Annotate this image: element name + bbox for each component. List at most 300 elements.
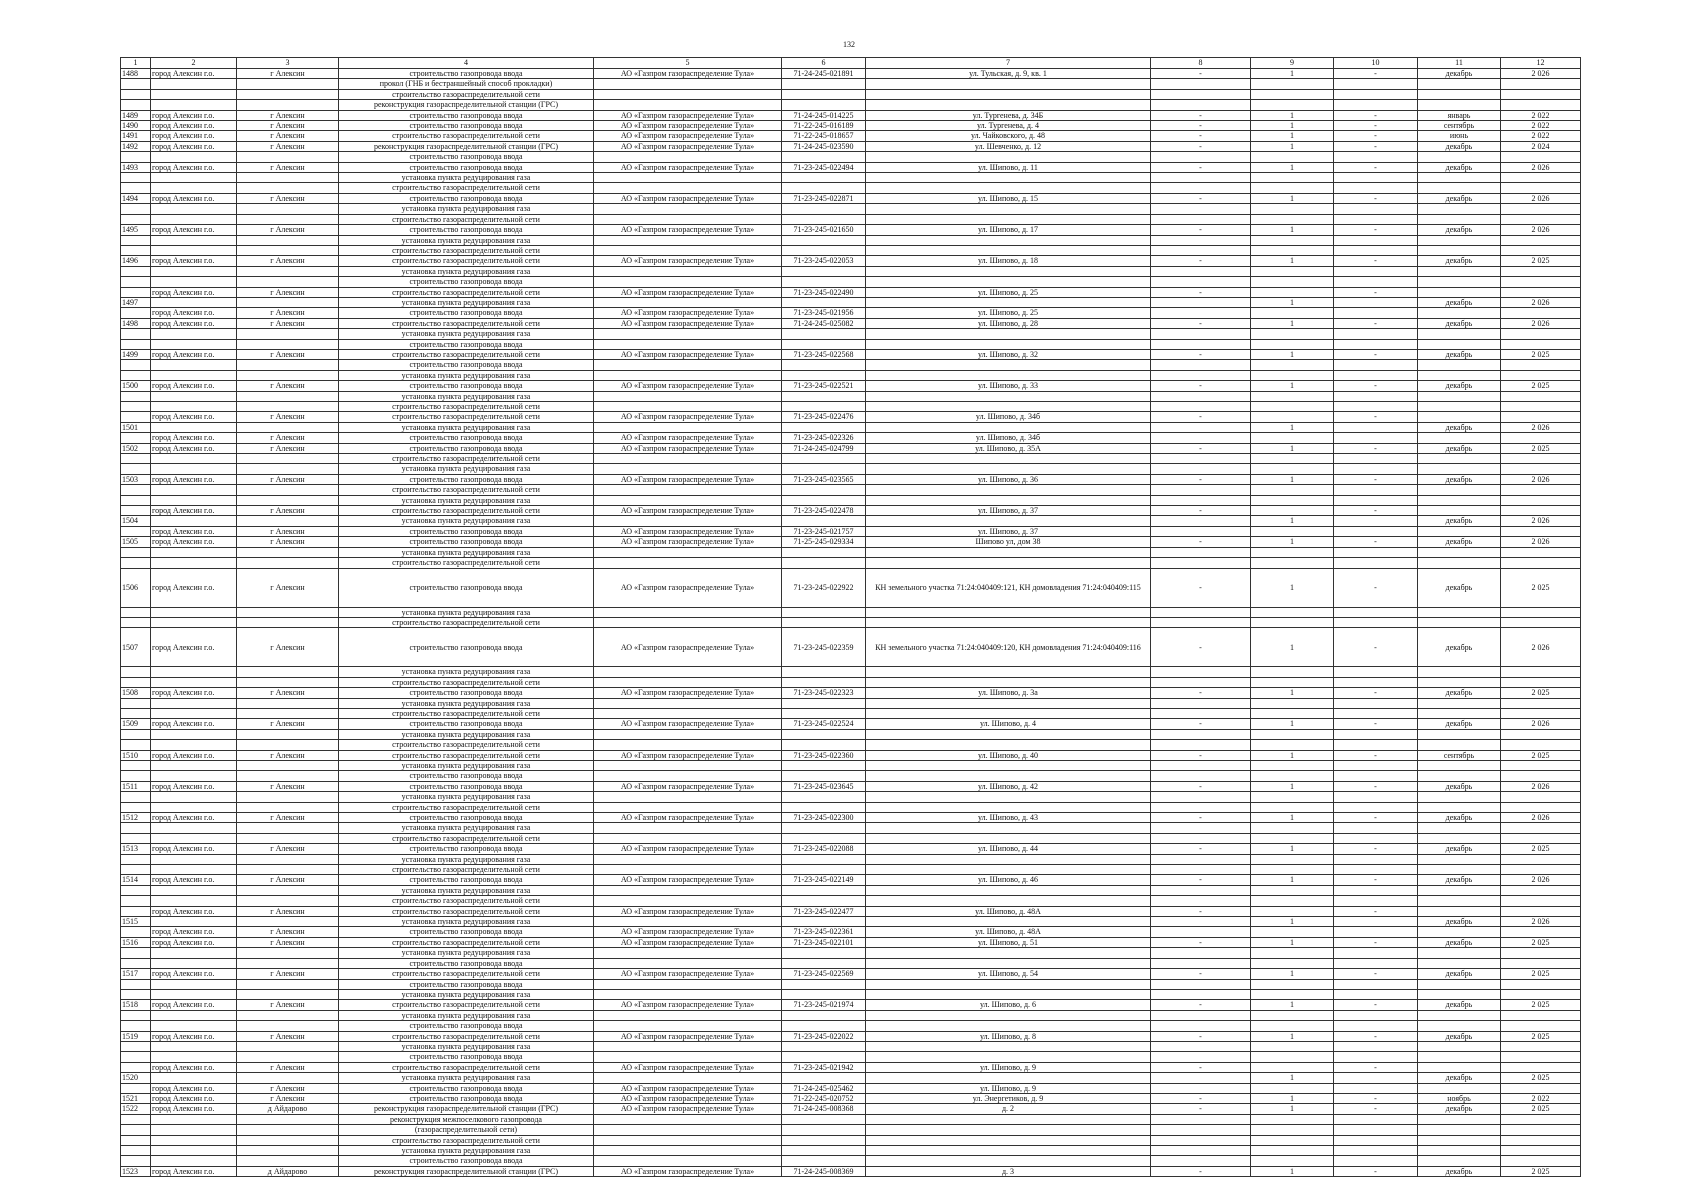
- year-cell: [1501, 245, 1581, 255]
- col-9-value-cell: 1: [1251, 1104, 1334, 1114]
- table-row: [121, 833, 1581, 843]
- col-10-value-cell: [1334, 516, 1418, 526]
- application-number-cell: [782, 152, 866, 162]
- col-10-value-cell: [1334, 173, 1418, 183]
- col-8-value-cell: [1151, 266, 1251, 276]
- table-row: [121, 1125, 1581, 1135]
- month-cell: [1418, 495, 1501, 505]
- municipality-cell: город Алексин г.о.: [151, 287, 237, 297]
- row-number-cell: [121, 464, 151, 474]
- application-number-cell: [782, 1021, 866, 1031]
- work-type-cell: установка пункта редуцирования газа: [339, 464, 594, 474]
- col-10-value-cell: -: [1334, 318, 1418, 328]
- col-9-value-cell: 1: [1251, 917, 1334, 927]
- table-row: [121, 617, 1581, 627]
- year-cell: [1501, 370, 1581, 380]
- settlement-cell: [237, 677, 339, 687]
- year-cell: [1501, 677, 1581, 687]
- address-cell: ул. Шипово, д. 51: [866, 937, 1151, 947]
- table-row: [121, 1146, 1581, 1156]
- work-type-cell: строительство газораспределительной сети: [339, 256, 594, 266]
- settlement-cell: [237, 760, 339, 770]
- municipality-cell: [151, 402, 237, 412]
- application-number-cell: [782, 1125, 866, 1135]
- address-cell: ул. Шипово, д. 37: [866, 526, 1151, 536]
- organization-cell: [594, 708, 782, 718]
- month-cell: [1418, 245, 1501, 255]
- table-row: [121, 360, 1581, 370]
- municipality-cell: город Алексин г.о.: [151, 750, 237, 760]
- gas-network-table: [120, 57, 1581, 1177]
- month-cell: [1418, 1135, 1501, 1145]
- application-number-cell: [782, 214, 866, 224]
- col-9-value-cell: 1: [1251, 1000, 1334, 1010]
- municipality-cell: [151, 454, 237, 464]
- work-type-cell: прокол (ГНБ и бестраншейный способ прокладки): [339, 79, 594, 89]
- work-type-cell: установка пункта редуцирования газа: [339, 391, 594, 401]
- col-10-value-cell: [1334, 277, 1418, 287]
- col-9-value-cell: 1: [1251, 537, 1334, 547]
- application-number-cell: [782, 485, 866, 495]
- organization-cell: [594, 204, 782, 214]
- address-cell: ул. Шипово, д. 6: [866, 1000, 1151, 1010]
- month-cell: [1418, 802, 1501, 812]
- table-row: [121, 906, 1581, 916]
- settlement-cell: г Алексин: [237, 443, 339, 453]
- year-cell: 2 025: [1501, 750, 1581, 760]
- municipality-cell: город Алексин г.о.: [151, 162, 237, 172]
- row-number-cell: [121, 79, 151, 89]
- settlement-cell: [237, 1073, 339, 1083]
- settlement-cell: [237, 802, 339, 812]
- col-9-value-cell: [1251, 823, 1334, 833]
- work-type-cell: установка пункта редуцирования газа: [339, 235, 594, 245]
- municipality-cell: [151, 1021, 237, 1031]
- col-9-value-cell: [1251, 607, 1334, 617]
- settlement-cell: г Алексин: [237, 131, 339, 141]
- col-8-value-cell: [1151, 297, 1251, 307]
- col-9-value-cell: [1251, 708, 1334, 718]
- application-number-cell: [782, 329, 866, 339]
- month-cell: [1418, 854, 1501, 864]
- column-number-row: [121, 58, 1581, 69]
- municipality-cell: [151, 277, 237, 287]
- application-number-cell: 71-23-245-022359: [782, 628, 866, 667]
- organization-cell: [594, 235, 782, 245]
- col-8-value-cell: [1151, 339, 1251, 349]
- col-9-value-cell: 1: [1251, 110, 1334, 120]
- work-type-cell: строительство газопровода ввода: [339, 813, 594, 823]
- col-8-value-cell: [1151, 896, 1251, 906]
- col-10-value-cell: [1334, 896, 1418, 906]
- month-cell: [1418, 906, 1501, 916]
- organization-cell: АО «Газпром газораспределение Тула»: [594, 844, 782, 854]
- address-cell: [866, 183, 1151, 193]
- work-type-cell: строительство газопровода ввода: [339, 875, 594, 885]
- year-cell: [1501, 287, 1581, 297]
- work-type-cell: установка пункта редуцирования газа: [339, 1073, 594, 1083]
- row-number-cell: [121, 989, 151, 999]
- organization-cell: АО «Газпром газораспределение Тула»: [594, 1031, 782, 1041]
- col-10-value-cell: [1334, 1073, 1418, 1083]
- col-10-value-cell: [1334, 865, 1418, 875]
- month-cell: [1418, 617, 1501, 627]
- table-row: [121, 989, 1581, 999]
- col-10-value-cell: -: [1334, 412, 1418, 422]
- table-row: [121, 1052, 1581, 1062]
- organization-cell: АО «Газпром газораспределение Тула»: [594, 688, 782, 698]
- month-cell: декабрь: [1418, 381, 1501, 391]
- settlement-cell: г Алексин: [237, 1031, 339, 1041]
- application-number-cell: [782, 771, 866, 781]
- col-10-value-cell: [1334, 558, 1418, 568]
- col-10-value-cell: -: [1334, 1166, 1418, 1176]
- row-number-cell: [121, 1010, 151, 1020]
- application-number-cell: [782, 245, 866, 255]
- table-row: [121, 495, 1581, 505]
- settlement-cell: [237, 698, 339, 708]
- col-8-value-cell: [1151, 516, 1251, 526]
- organization-cell: АО «Газпром газораспределение Тула»: [594, 537, 782, 547]
- col-8-value-cell: [1151, 617, 1251, 627]
- organization-cell: АО «Газпром газораспределение Тула»: [594, 813, 782, 823]
- settlement-cell: [237, 235, 339, 245]
- table-row: [121, 813, 1581, 823]
- col-8-value-cell: [1151, 183, 1251, 193]
- col-8-value-cell: -: [1151, 131, 1251, 141]
- work-type-cell: установка пункта редуцирования газа: [339, 792, 594, 802]
- settlement-cell: [237, 370, 339, 380]
- year-cell: 2 025: [1501, 1031, 1581, 1041]
- year-cell: [1501, 906, 1581, 916]
- year-cell: 2 025: [1501, 688, 1581, 698]
- settlement-cell: [237, 329, 339, 339]
- application-number-cell: 71-23-245-022524: [782, 719, 866, 729]
- work-type-cell: строительство газораспределительной сети: [339, 1062, 594, 1072]
- organization-cell: [594, 297, 782, 307]
- address-cell: [866, 792, 1151, 802]
- col-8-value-cell: [1151, 833, 1251, 843]
- work-type-cell: строительство газораспределительной сети: [339, 865, 594, 875]
- organization-cell: [594, 1156, 782, 1166]
- settlement-cell: [237, 885, 339, 895]
- month-cell: [1418, 287, 1501, 297]
- municipality-cell: город Алексин г.о.: [151, 781, 237, 791]
- row-number-cell: [121, 214, 151, 224]
- municipality-cell: [151, 204, 237, 214]
- settlement-cell: [237, 391, 339, 401]
- address-cell: ул. Шипово, д. 34б: [866, 433, 1151, 443]
- application-number-cell: 71-23-245-022361: [782, 927, 866, 937]
- year-cell: [1501, 1135, 1581, 1145]
- settlement-cell: д Айдарово: [237, 1104, 339, 1114]
- work-type-cell: строительство газопровода ввода: [339, 443, 594, 453]
- month-cell: декабрь: [1418, 537, 1501, 547]
- row-number-cell: [121, 896, 151, 906]
- month-cell: [1418, 547, 1501, 557]
- row-number-cell: [121, 183, 151, 193]
- settlement-cell: [237, 495, 339, 505]
- table-row: [121, 740, 1581, 750]
- col-10-value-cell: [1334, 308, 1418, 318]
- col-9-value-cell: [1251, 183, 1334, 193]
- work-type-cell: реконструкция газораспределительной станции (ГРС): [339, 1166, 594, 1176]
- month-cell: [1418, 526, 1501, 536]
- col-8-value-cell: [1151, 1010, 1251, 1020]
- municipality-cell: [151, 896, 237, 906]
- work-type-cell: строительство газораспределительной сети: [339, 969, 594, 979]
- application-number-cell: 71-24-245-008369: [782, 1166, 866, 1176]
- work-type-cell: установка пункта редуцирования газа: [339, 667, 594, 677]
- col-8-value-cell: [1151, 89, 1251, 99]
- organization-cell: [594, 152, 782, 162]
- col-10-value-cell: [1334, 485, 1418, 495]
- work-type-cell: строительство газопровода ввода: [339, 152, 594, 162]
- col-8-value-cell: [1151, 740, 1251, 750]
- address-cell: ул. Шипово, д. 25: [866, 308, 1151, 318]
- organization-cell: [594, 1114, 782, 1124]
- col-8-value-cell: [1151, 100, 1251, 110]
- municipality-cell: город Алексин г.о.: [151, 443, 237, 453]
- row-number-cell: [121, 1156, 151, 1166]
- settlement-cell: [237, 402, 339, 412]
- year-cell: [1501, 1114, 1581, 1124]
- municipality-cell: [151, 833, 237, 843]
- municipality-cell: [151, 1073, 237, 1083]
- settlement-cell: г Алексин: [237, 1093, 339, 1103]
- col-8-value-cell: [1151, 677, 1251, 687]
- work-type-cell: строительство газораспределительной сети: [339, 245, 594, 255]
- municipality-cell: [151, 152, 237, 162]
- organization-cell: АО «Газпром газораспределение Тула»: [594, 287, 782, 297]
- col-10-value-cell: [1334, 1083, 1418, 1093]
- municipality-cell: [151, 547, 237, 557]
- col-8-value-cell: -: [1151, 474, 1251, 484]
- row-number-cell: 1489: [121, 110, 151, 120]
- work-type-cell: строительство газораспределительной сети: [339, 183, 594, 193]
- application-number-cell: [782, 183, 866, 193]
- organization-cell: [594, 854, 782, 864]
- work-type-cell: строительство газопровода ввода: [339, 537, 594, 547]
- col-8-value-cell: -: [1151, 1093, 1251, 1103]
- row-number-cell: [121, 760, 151, 770]
- col-9-value-cell: [1251, 771, 1334, 781]
- col-10-value-cell: -: [1334, 474, 1418, 484]
- table-row: [121, 121, 1581, 131]
- application-number-cell: [782, 235, 866, 245]
- year-cell: 2 022: [1501, 131, 1581, 141]
- row-number-cell: [121, 173, 151, 183]
- address-cell: [866, 833, 1151, 843]
- table-row: [121, 381, 1581, 391]
- address-cell: ул. Шипово, д. 35А: [866, 443, 1151, 453]
- year-cell: 2 025: [1501, 349, 1581, 359]
- settlement-cell: [237, 214, 339, 224]
- municipality-cell: город Алексин г.о.: [151, 193, 237, 203]
- work-type-cell: строительство газораспределительной сети: [339, 412, 594, 422]
- month-cell: [1418, 433, 1501, 443]
- month-cell: [1418, 698, 1501, 708]
- settlement-cell: [237, 1156, 339, 1166]
- application-number-cell: [782, 173, 866, 183]
- col-9-value-cell: [1251, 287, 1334, 297]
- settlement-cell: [237, 89, 339, 99]
- organization-cell: [594, 547, 782, 557]
- col-10-value-cell: [1334, 885, 1418, 895]
- col-8-value-cell: -: [1151, 318, 1251, 328]
- organization-cell: АО «Газпром газораспределение Тула»: [594, 349, 782, 359]
- application-number-cell: [782, 607, 866, 617]
- row-number-cell: 1499: [121, 349, 151, 359]
- year-cell: [1501, 927, 1581, 937]
- settlement-cell: [237, 1125, 339, 1135]
- address-cell: [866, 677, 1151, 687]
- col-10-value-cell: [1334, 760, 1418, 770]
- col-8-value-cell: -: [1151, 162, 1251, 172]
- address-cell: Шипово ул, дом 38: [866, 537, 1151, 547]
- year-cell: [1501, 100, 1581, 110]
- col-9-value-cell: [1251, 802, 1334, 812]
- month-cell: декабрь: [1418, 193, 1501, 203]
- application-number-cell: [782, 979, 866, 989]
- settlement-cell: г Алексин: [237, 875, 339, 885]
- settlement-cell: г Алексин: [237, 433, 339, 443]
- row-number-cell: [121, 1135, 151, 1145]
- organization-cell: [594, 698, 782, 708]
- col-10-value-cell: [1334, 370, 1418, 380]
- col-8-value-cell: [1151, 370, 1251, 380]
- year-cell: [1501, 183, 1581, 193]
- col-10-value-cell: -: [1334, 750, 1418, 760]
- col-9-value-cell: [1251, 235, 1334, 245]
- application-number-cell: [782, 422, 866, 432]
- col-9-value-cell: [1251, 79, 1334, 89]
- col-8-value-cell: -: [1151, 412, 1251, 422]
- month-cell: [1418, 885, 1501, 895]
- year-cell: 2 025: [1501, 1104, 1581, 1114]
- settlement-cell: г Алексин: [237, 1062, 339, 1072]
- application-number-cell: [782, 79, 866, 89]
- organization-cell: АО «Газпром газораспределение Тула»: [594, 1000, 782, 1010]
- table-row: [121, 443, 1581, 453]
- row-number-cell: 1505: [121, 537, 151, 547]
- month-cell: [1418, 1021, 1501, 1031]
- municipality-cell: [151, 173, 237, 183]
- col-9-value-cell: [1251, 896, 1334, 906]
- settlement-cell: [237, 464, 339, 474]
- col-9-value-cell: 1: [1251, 318, 1334, 328]
- settlement-cell: [237, 297, 339, 307]
- municipality-cell: [151, 1135, 237, 1145]
- municipality-cell: [151, 422, 237, 432]
- col-10-value-cell: [1334, 391, 1418, 401]
- col-8-value-cell: [1151, 391, 1251, 401]
- settlement-cell: [237, 1021, 339, 1031]
- month-cell: [1418, 89, 1501, 99]
- work-type-cell: строительство газораспределительной сети: [339, 131, 594, 141]
- organization-cell: [594, 79, 782, 89]
- month-cell: [1418, 1052, 1501, 1062]
- row-number-cell: [121, 1146, 151, 1156]
- work-type-cell: строительство газопровода ввода: [339, 121, 594, 131]
- row-number-cell: [121, 485, 151, 495]
- application-number-cell: 71-23-245-022490: [782, 287, 866, 297]
- month-cell: декабрь: [1418, 628, 1501, 667]
- settlement-cell: г Алексин: [237, 1083, 339, 1093]
- month-cell: [1418, 740, 1501, 750]
- col-8-value-cell: -: [1151, 225, 1251, 235]
- col-8-value-cell: -: [1151, 688, 1251, 698]
- col-8-value-cell: [1151, 1083, 1251, 1093]
- address-cell: [866, 948, 1151, 958]
- organization-cell: [594, 667, 782, 677]
- settlement-cell: [237, 792, 339, 802]
- table-row: [121, 297, 1581, 307]
- row-number-cell: [121, 906, 151, 916]
- row-number-cell: [121, 1021, 151, 1031]
- col-9-value-cell: [1251, 927, 1334, 937]
- year-cell: 2 025: [1501, 969, 1581, 979]
- application-number-cell: 71-23-245-022871: [782, 193, 866, 203]
- organization-cell: [594, 454, 782, 464]
- address-cell: [866, 823, 1151, 833]
- row-number-cell: [121, 558, 151, 568]
- work-type-cell: строительство газопровода ввода: [339, 1156, 594, 1166]
- col-10-value-cell: [1334, 1010, 1418, 1020]
- municipality-cell: [151, 948, 237, 958]
- settlement-cell: [237, 339, 339, 349]
- month-cell: [1418, 1146, 1501, 1156]
- row-number-cell: 1493: [121, 162, 151, 172]
- row-number-cell: [121, 885, 151, 895]
- col-10-value-cell: [1334, 235, 1418, 245]
- col-9-value-cell: [1251, 1125, 1334, 1135]
- col-8-value-cell: [1151, 989, 1251, 999]
- year-cell: [1501, 1052, 1581, 1062]
- col-10-value-cell: [1334, 1041, 1418, 1051]
- organization-cell: [594, 1041, 782, 1051]
- month-cell: [1418, 506, 1501, 516]
- col-10-value-cell: [1334, 802, 1418, 812]
- application-number-cell: [782, 1052, 866, 1062]
- application-number-cell: [782, 516, 866, 526]
- year-cell: 2 026: [1501, 69, 1581, 79]
- municipality-cell: город Алексин г.о.: [151, 308, 237, 318]
- row-number-cell: [121, 607, 151, 617]
- application-number-cell: 71-23-245-022326: [782, 433, 866, 443]
- col-8-value-cell: [1151, 204, 1251, 214]
- municipality-cell: [151, 516, 237, 526]
- work-type-cell: строительство газораспределительной сети: [339, 677, 594, 687]
- organization-cell: АО «Газпром газораспределение Тула»: [594, 719, 782, 729]
- col-10-value-cell: [1334, 617, 1418, 627]
- application-number-cell: [782, 1146, 866, 1156]
- col-9-value-cell: [1251, 667, 1334, 677]
- table-row: [121, 1062, 1581, 1072]
- year-cell: [1501, 865, 1581, 875]
- municipality-cell: [151, 667, 237, 677]
- settlement-cell: [237, 708, 339, 718]
- application-number-cell: 71-24-245-008368: [782, 1104, 866, 1114]
- month-cell: декабрь: [1418, 318, 1501, 328]
- table-row: [121, 698, 1581, 708]
- year-cell: [1501, 485, 1581, 495]
- organization-cell: [594, 214, 782, 224]
- year-cell: [1501, 173, 1581, 183]
- col-10-value-cell: -: [1334, 568, 1418, 607]
- organization-cell: [594, 1073, 782, 1083]
- column-number-header: 1: [121, 58, 151, 69]
